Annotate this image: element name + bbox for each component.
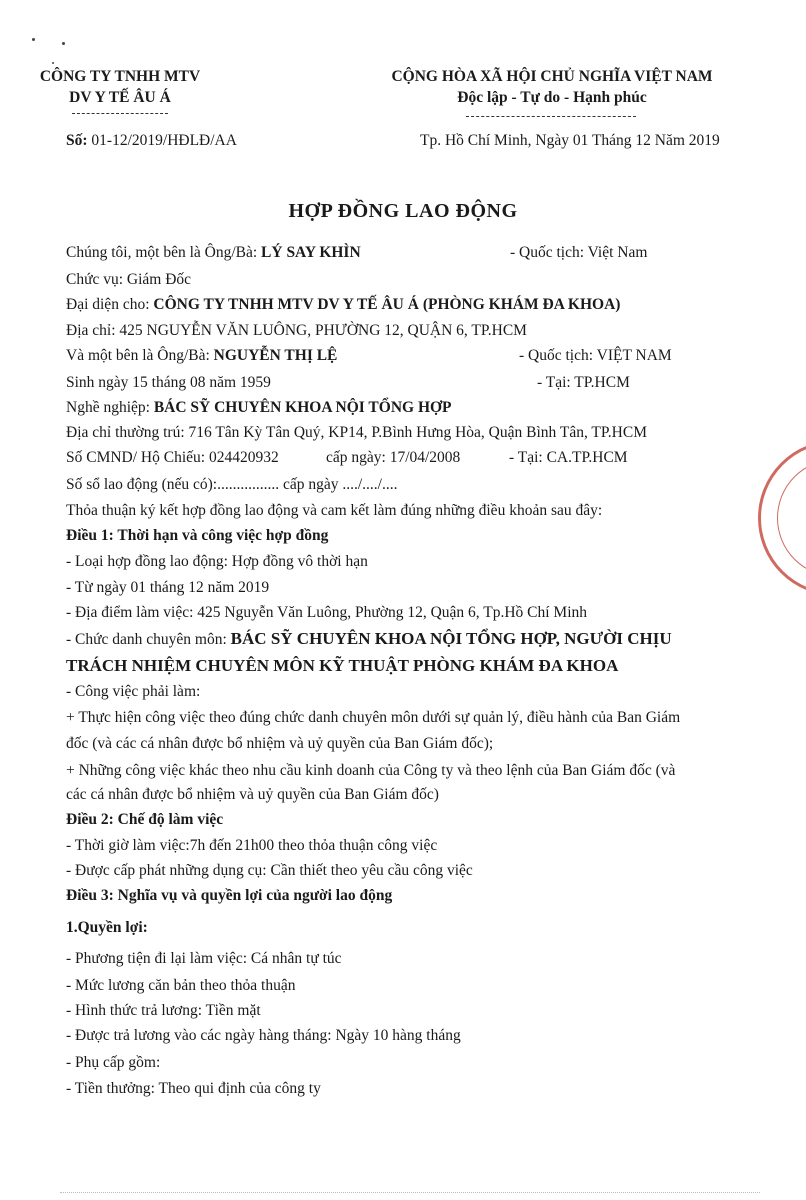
document-number-label: Số: <box>66 132 88 149</box>
benefits-heading: 1.Quyền lợi: <box>66 919 148 936</box>
id-issue-place: - Tại: CA.TP.HCM <box>509 449 628 466</box>
employee-nationality: - Quốc tịch: VIỆT NAM <box>519 347 672 364</box>
benefit-item: - Được trả lương vào các ngày hàng tháng: Ngày 10 hàng tháng <box>66 1027 461 1044</box>
employer-name: LÝ SAY KHÌN <box>261 244 361 261</box>
duty1-line2: đốc (và các cá nhân được bổ nhiệm và uỷ quyền của Ban Giám đốc); <box>66 735 494 752</box>
labor-book: Số sổ lao động (nếu có):................ cấp ngày ..../..../.... <box>66 476 398 493</box>
job-title-line1 <box>66 629 672 649</box>
occupation-value: BÁC SỸ CHUYÊN KHOA NỘI TỔNG HỢP <box>153 399 452 416</box>
represent-line <box>66 296 620 314</box>
document-number-value: 01-12/2019/HĐLĐ/AA <box>91 132 237 149</box>
scan-speck <box>62 42 65 45</box>
employer-prefix: Chúng tôi, một bên là Ông/Bà: <box>66 244 258 261</box>
occupation-prefix: Nghề nghiệp: <box>66 399 150 416</box>
work-hours: - Thời giờ làm việc:7h đến 21h00 theo thỏa thuận công việc <box>66 837 438 854</box>
benefit-item: - Mức lương căn bản theo thỏa thuận <box>66 977 296 994</box>
duty2-line1: + Những công việc khác theo nhu cầu kinh doanh của Công ty và theo lệnh của Ban Giám đốc (và <box>66 762 676 779</box>
represent-prefix: Đại diện cho: <box>66 296 150 313</box>
company-address: Địa chỉ: 425 NGUYỄN VĂN LUÔNG, PHƯỜNG 12, QUẬN 6, TP.HCM <box>66 322 527 339</box>
employee-birth: Sinh ngày 15 tháng 08 năm 1959 <box>66 374 271 391</box>
duties-label: - Công việc phải làm: <box>66 683 201 700</box>
duty1-line1: + Thực hiện công việc theo đúng chức danh chuyên môn dưới sự quản lý, điều hành của Ban Giám <box>66 709 681 726</box>
article1-heading: Điều 1: Thời hạn và công việc hợp đồng <box>66 527 329 544</box>
agreement-statement: Thỏa thuận ký kết hợp đồng lao động và cam kết làm đúng những điều khoản sau đây: <box>66 502 603 519</box>
nation-heading: CỘNG HÒA XÃ HỘI CHỦ NGHĨA VIỆT NAM <box>391 68 713 85</box>
employee-birth-place: - Tại: TP.HCM <box>537 374 630 391</box>
document-number <box>66 132 237 150</box>
scan-speck <box>32 38 35 41</box>
occupation-line <box>66 399 452 417</box>
bottom-bleed-mark <box>60 1192 760 1195</box>
scan-speck <box>52 62 54 64</box>
benefit-item: - Tiền thưởng: Theo qui định của công ty <box>66 1080 321 1097</box>
represent-company: CÔNG TY TNHH MTV DV Y TẾ ÂU Á (PHÒNG KHÁM ĐA KHOA) <box>153 296 621 313</box>
start-date: - Từ ngày 01 tháng 12 năm 2019 <box>66 579 270 596</box>
employee-prefix: Và một bên là Ông/Bà: <box>66 347 210 364</box>
employer-nationality: - Quốc tịch: Việt Nam <box>510 244 648 261</box>
company-underline <box>72 113 168 114</box>
employee-line <box>66 347 337 365</box>
article2-heading: Điều 2: Chế độ làm việc <box>66 811 224 828</box>
contract-type: - Loại hợp đồng lao động: Hợp đồng vô thời hạn <box>66 553 368 570</box>
duty2-line2: các cá nhân được bổ nhiệm và uỷ quyền của Ban Giám đốc) <box>66 786 439 803</box>
company-name-line2: DV Y TẾ ÂU Á <box>69 89 171 106</box>
motto-underline <box>466 116 636 117</box>
stamp-inner-ring <box>777 459 806 577</box>
job-title-part1: BÁC SỸ CHUYÊN KHOA NỘI TỔNG HỢP, NGƯỜI CHỊU <box>230 629 672 648</box>
benefit-item: - Phương tiện đi lại làm việc: Cá nhân tự túc <box>66 950 342 967</box>
document-title: HỢP ĐỒNG LAO ĐỘNG <box>288 200 518 222</box>
place-date: Tp. Hồ Chí Minh, Ngày 01 Tháng 12 Năm 2019 <box>420 132 720 149</box>
work-tools: - Được cấp phát những dụng cụ: Cần thiết theo yêu cầu công việc <box>66 862 473 879</box>
employee-residence: Địa chỉ thường trú: 716 Tân Kỳ Tân Quý, KP14, P.Bình Hưng Hòa, Quận Bình Tân, TP.HCM <box>66 424 647 441</box>
employer-line <box>66 244 361 262</box>
nation-motto: Độc lập - Tự do - Hạnh phúc <box>457 89 647 106</box>
company-stamp <box>758 440 806 596</box>
workplace: - Địa điểm làm việc: 425 Nguyễn Văn Luông, Phường 12, Quận 6, Tp.Hồ Chí Minh <box>66 604 588 621</box>
id-number: Số CMND/ Hộ Chiếu: 024420932 <box>66 449 279 466</box>
job-title-prefix: - Chức danh chuyên môn: <box>66 631 227 648</box>
benefit-item: - Phụ cấp gồm: <box>66 1054 161 1071</box>
employee-name: NGUYỄN THỊ LỆ <box>213 347 338 364</box>
id-issue-date: cấp ngày: 17/04/2008 <box>326 449 461 466</box>
company-name-line1: CÔNG TY TNHH MTV <box>39 68 201 85</box>
article3-heading: Điều 3: Nghĩa vụ và quyền lợi của người lao động <box>66 887 393 904</box>
job-title-part2: TRÁCH NHIỆM CHUYÊN MÔN KỸ THUẬT PHÒNG KHÁM ĐA KHOA <box>66 656 619 675</box>
employer-position: Chức vụ: Giám Đốc <box>66 271 192 288</box>
benefit-item: - Hình thức trả lương: Tiền mặt <box>66 1002 261 1019</box>
